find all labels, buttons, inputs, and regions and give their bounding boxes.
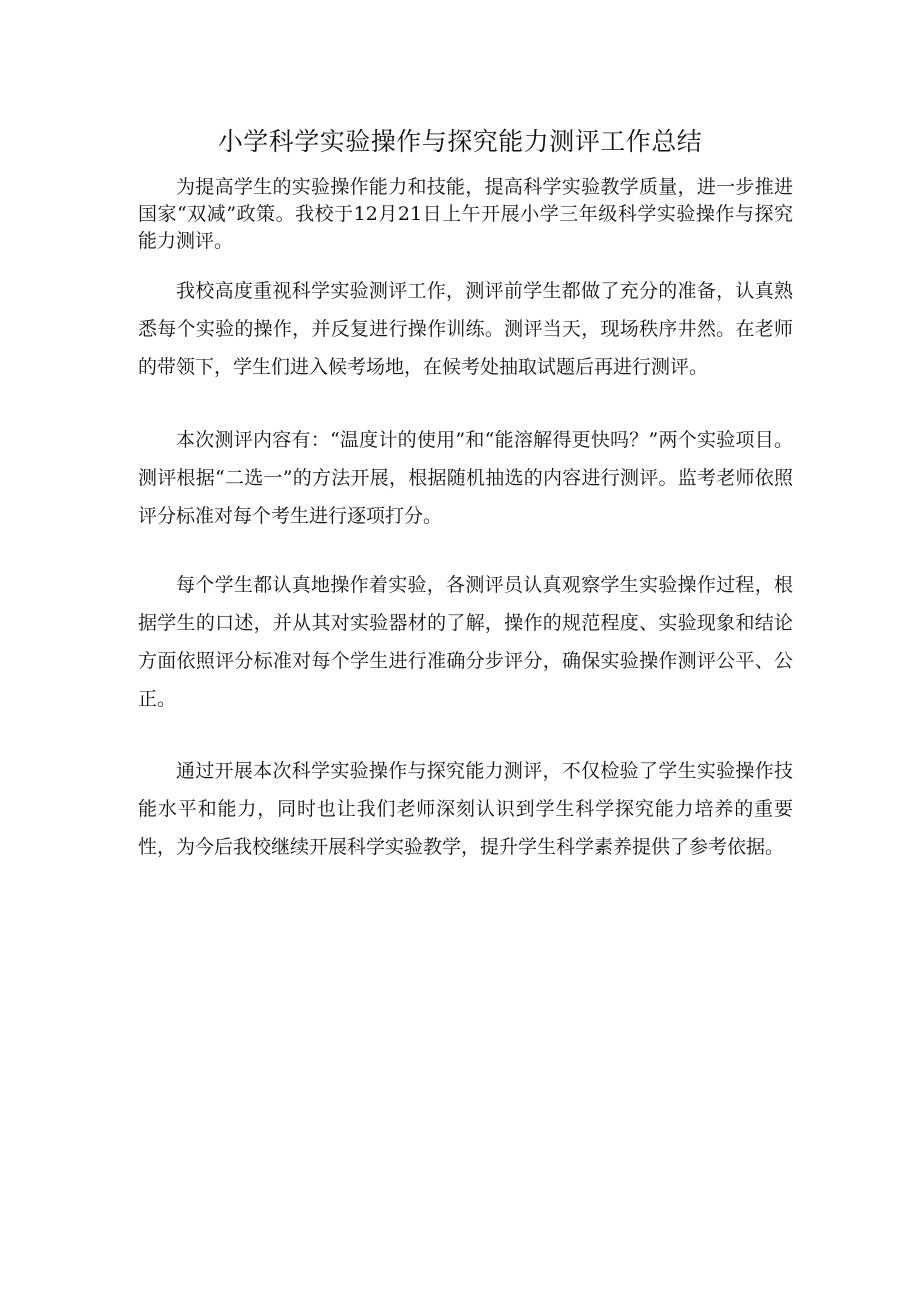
paragraph-intro: 为提高学生的实验操作能力和技能，提高科学实验教学质量，进一步推进国家“双减”政策。我校于12月21日上午开展小学三年级科学实验操作与探究能力测评。 [138,176,793,252]
paragraph-content: 本次测评内容有：“温度计的使用”和“能溶解得更快吗？”两个实验项目。测评根据“二选一”的方法开展，根据随机抽选的内容进行测评。监考老师依照评分标准对每个考生进行逐项打分。 [138,429,793,527]
document-title: 小学科学实验操作与探究能力测评工作总结 [217,127,703,156]
paragraph-preparation: 我校高度重视科学实验测评工作，测评前学生都做了充分的准备，认真熟悉每个实验的操作，并反复进行操作训练。测评当天，现场秩序井然。在老师的带领下，学生们进入候考场地，在候考处抽取试题后再进行测评。 [138,280,793,378]
paragraph-evaluation: 每个学生都认真地操作着实验，各测评员认真观察学生实验操作过程，根据学生的口述，并从其对实验器材的了解，操作的规范程度、实验现象和结论方面依照评分标准对每个学生进行准确分步评分，确保实验操作测评公平、公正。 [138,574,793,710]
paragraph-conclusion: 通过开展本次科学实验操作与探究能力测评，不仅检验了学生实验操作技能水平和能力，同时也让我们老师深刻认识到学生科学探究能力培养的重要性，为今后我校继续开展科学实验教学，提升学生科学素养提供了参考依据。 [138,760,793,858]
